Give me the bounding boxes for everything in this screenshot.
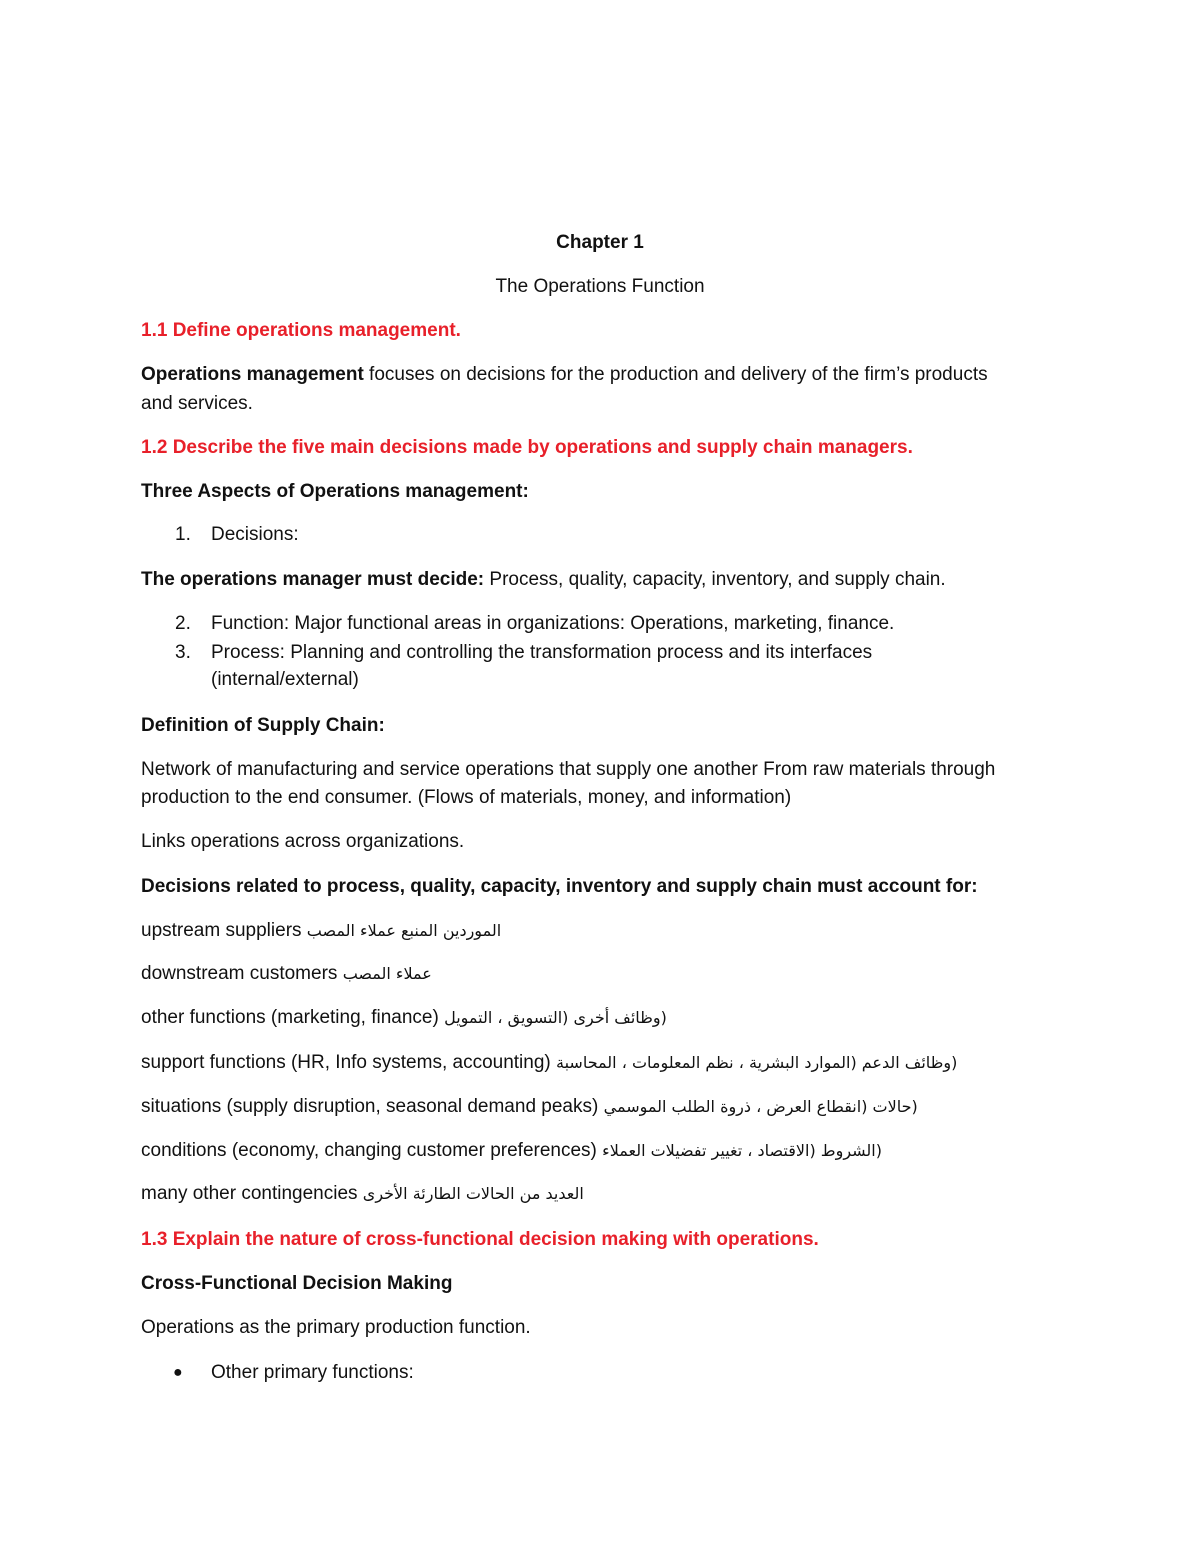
other-functions-arabic: (وظائف أخرى (التسويق ، التمويل [444,1008,667,1027]
downstream-line [141,959,1061,988]
support-functions-text: support functions (HR, Info systems, accounting) [141,1052,557,1073]
list-number-3: 3. [175,642,191,663]
conditions-arabic: (الشروط (الاقتصاد ، تغيير تفضيلات العملاء [602,1141,882,1160]
manager-decide-text: Process, quality, capacity, inventory, and supply chain. [484,569,946,590]
downstream-arabic: عملاء المصب [342,964,432,983]
other-functions-text: other functions (marketing, finance) [141,1007,445,1028]
list-item-function: Function: Major functional areas in organizations: Operations, marketing, finance. [211,613,895,634]
situations-line [141,1092,1061,1121]
list-number-2: 2. [175,613,191,634]
upstream-arabic: الموردين المنبع عملاء المصب [306,921,502,940]
list-item-process-line-2: (internal/external) [211,669,359,690]
om-definition-line-1 [141,360,1061,389]
situations-arabic: (حالات (انقطاع العرض ، ذروة الطلب الموسمي [603,1097,918,1116]
upstream-text: upstream suppliers [141,920,307,941]
contingencies-line [141,1179,1061,1208]
contingencies-arabic: العديد من الحالات الطارئة الأخرى [362,1184,584,1203]
section-heading-1-3: 1.3 Explain the nature of cross-functional decision making with operations. [141,1229,819,1250]
om-definition-text: focuses on decisions for the production and delivery of the firm’s products [363,364,988,385]
manager-decide-label: The operations manager must decide: [141,569,485,590]
support-functions-line [141,1048,1061,1077]
manager-decide-line [141,565,1061,594]
links-line: Links operations across organizations. [141,831,465,852]
downstream-text: downstream customers [141,963,343,984]
chapter-subtitle: The Operations Function [495,276,705,297]
om-definition-line-2: and services. [141,393,253,414]
om-term: Operations management [141,364,364,385]
list-item-process-line-1: Process: Planning and controlling the transformation process and its interfaces [211,642,873,663]
section-heading-1-2: 1.2 Describe the five main decisions made by operations and supply chain managers. [141,437,913,458]
bullet-dot-icon: ● [173,1364,183,1381]
list-number-1: 1. [175,524,191,545]
other-functions-line [141,1003,1061,1032]
conditions-text: conditions (economy, changing customer preferences) [141,1140,603,1161]
upstream-line [141,916,1061,945]
support-functions-arabic: (وظائف الدعم (الموارد البشرية ، نظم المعلومات ، المحاسبة [556,1053,958,1072]
network-line-2: production to the end consumer. (Flows of materials, money, and information) [141,787,792,808]
operations-primary-line: Operations as the primary production function. [141,1317,531,1338]
bullet-item-other-primary: Other primary functions: [211,1362,414,1383]
contingencies-text: many other contingencies [141,1183,363,1204]
decisions-related-heading: Decisions related to process, quality, capacity, inventory and supply chain must account for: [141,876,978,897]
network-line-1: Network of manufacturing and service operations that supply one another From raw materials through [141,759,996,780]
situations-text: situations (supply disruption, seasonal demand peaks) [141,1096,604,1117]
supply-chain-definition-heading: Definition of Supply Chain: [141,715,385,736]
list-item-decisions: Decisions: [211,524,299,545]
section-heading-1-1: 1.1 Define operations management. [141,320,461,341]
chapter-title: Chapter 1 [556,232,644,253]
cross-functional-heading: Cross-Functional Decision Making [141,1273,453,1294]
three-aspects-heading: Three Aspects of Operations management: [141,481,529,502]
conditions-line [141,1136,1061,1165]
